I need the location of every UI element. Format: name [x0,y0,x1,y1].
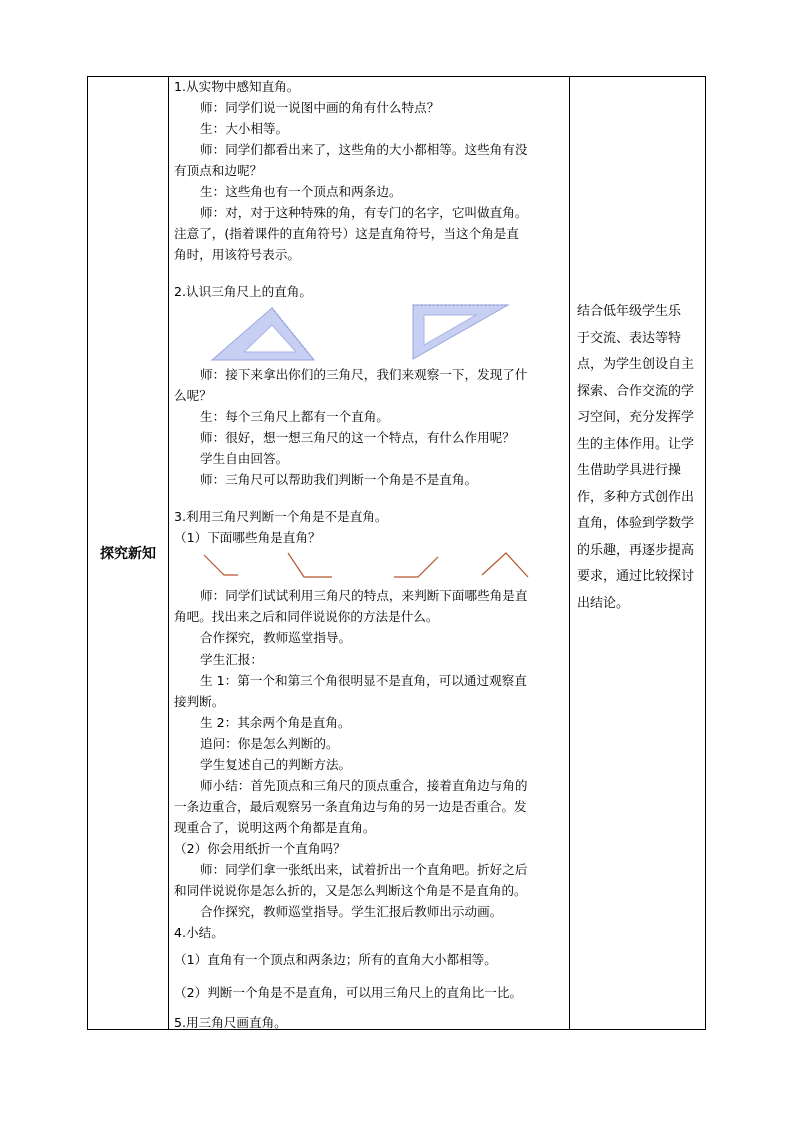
content-line: 学生汇报： [200,652,263,667]
note-line: 结合低年级学生乐 [577,304,682,319]
content-line: 师：同学们说一说图中画的角有什么特点？ [200,100,440,115]
content-line: 生：每个三角尺上都有一个直角。 [200,409,389,424]
set-square-image [204,305,316,363]
content-line: 合作探究，教师巡堂指导。学生汇报后教师出示动画。 [200,904,503,919]
content-line: 生：大小相等。 [200,121,289,136]
design-intent-note [577,299,703,617]
content-line: 师：同学们试试利用三角尺的特点，来判断下面哪些角是直 [200,588,528,603]
note-line: 生借助学具进行操 [577,463,682,478]
note-line: 的乐趣，再逐步提高 [577,542,695,558]
content-line: 3.利用三角尺判断一个角是不是直角。 [174,509,388,524]
content-line: 一条边重合，最后观察另一条直角边与角的另一边是否重合。发 [174,799,527,814]
note-line: 作，多种方式创作出 [577,489,695,505]
content-line: 生：这些角也有一个顶点和两条边。 [200,184,402,199]
angle-figure [286,551,336,581]
content-line: 学生复述自己的判断方法。 [200,757,352,772]
note-line: 要求，通过比较探讨 [577,569,695,584]
content-line: （2）判断一个角是不是直角，可以用三角尺上的直角比一比。 [174,985,523,1000]
note-line: 于交流、表达等特 [577,330,682,346]
content-line: 5.用三角尺画直角。 [174,1015,287,1030]
content-line: 4.小结。 [174,925,224,940]
content-line: 追问：你是怎么判断的。 [200,736,339,751]
content-line: 2.认识三角尺上的直角。 [174,284,312,299]
content-line: 角吧。找出来之后和同伴说说你的方法是什么。 [174,609,439,624]
content-line: （1）下面哪些角是直角？ [174,530,321,545]
set-square-image [410,301,510,361]
content-line: 师：同学们拿一张纸出来，试着折出一个直角吧。折好之后 [200,862,528,877]
content-line: 现重合了，说明这两个角都是直角。 [174,820,376,835]
note-line: 点，为学生创设自主 [577,357,695,372]
note-line: 探索、合作交流的学 [577,383,695,399]
lesson-table [87,76,706,1030]
content-line: 角时，用该符号表示。 [174,247,300,262]
content-line: 有顶点和边呢？ [174,163,263,178]
content-line: 师：对，对于这种特殊的角，有专门的名字，它叫做直角。 [200,205,528,220]
angle-figure [200,551,240,579]
content-line: （1）直角有一个顶点和两条边；所有的直角大小都相等。 [174,952,497,967]
angle-figure [392,551,442,581]
angle-figure [480,551,540,581]
note-line: 习空间，充分发挥学 [577,410,695,425]
content-line: 注意了，(指着课件的直角符号）这是直角符号，当这个角是直 [174,226,519,241]
content-line: 合作探究，教师巡堂指导。 [200,630,352,645]
column-divider [168,77,169,1029]
lesson-content [174,77,566,1029]
column-divider [569,77,570,1029]
content-line: 师小结：首先顶点和三角尺的顶点重合，接着直角边与角的 [200,778,528,793]
content-line: 师：同学们都看出来了，这些角的大小都相等。这些角有没 [200,142,528,157]
content-line: 师：接下来拿出你们的三角尺，我们来观察一下，发现了什 [200,367,528,382]
content-line: 么呢？ [174,388,212,403]
note-line: 出结论。 [577,595,630,611]
note-line: 生的主体作用。让学 [577,436,695,452]
content-line: 师：很好，想一想三角尺的这一个特点，有什么作用呢？ [200,430,515,445]
content-line: 师：三角尺可以帮助我们判断一个角是不是直角。 [200,472,478,487]
content-line: 1.从实物中感知直角。 [174,79,300,94]
content-line: 生 1：第一个和第三个角很明显不是直角，可以通过观察直 [200,673,527,688]
content-line: 学生自由回答。 [200,451,289,466]
content-line: （2）你会用纸折一个直角吗？ [174,841,346,856]
section-label: 探究新知 [100,546,156,562]
content-line: 接判断。 [174,694,225,709]
content-line: 和同伴说说你是怎么折的，又是怎么判断这个角是不是直角的。 [174,883,527,898]
content-line: 生 2：其余两个角是直角。 [200,715,351,730]
note-line: 直角，体验到学数学 [577,516,695,531]
